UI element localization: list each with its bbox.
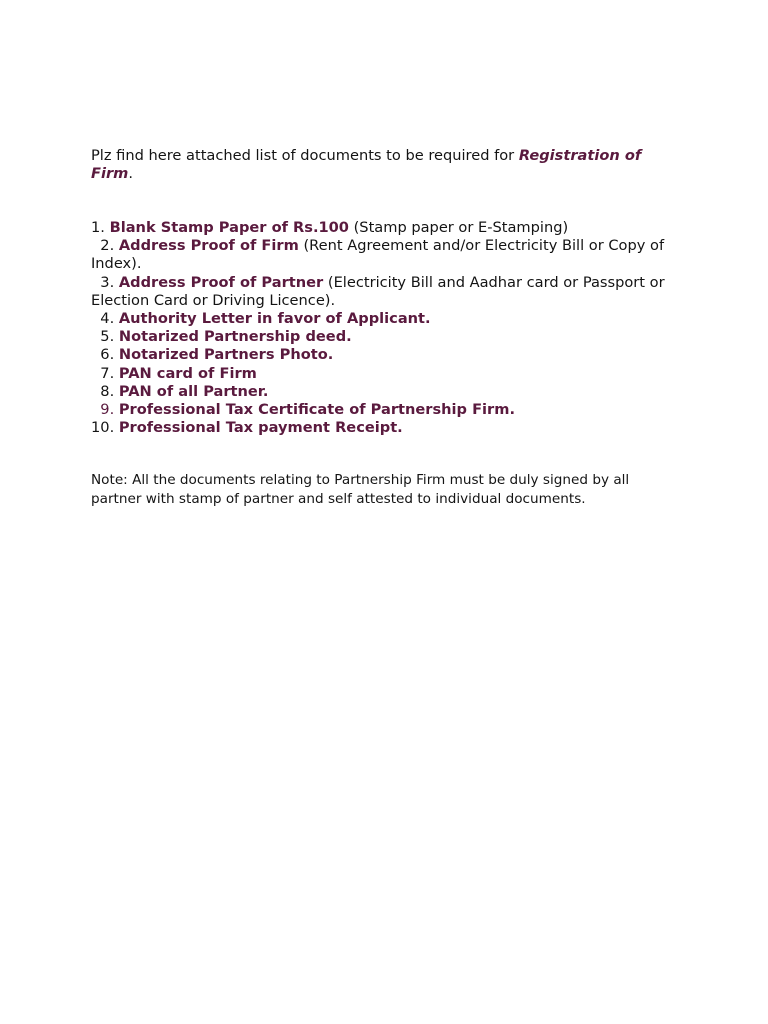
intro-text: Plz find here attached list of documents to be required for bbox=[91, 147, 519, 164]
item-detail: (Stamp paper or E-Stamping) bbox=[348, 219, 569, 236]
list-item bbox=[91, 328, 681, 346]
documents-list bbox=[91, 219, 681, 437]
item-title: Notarized Partnership deed. bbox=[118, 328, 352, 346]
item-number: 8. bbox=[100, 382, 115, 400]
item-title: Notarized Partners Photo. bbox=[118, 346, 334, 364]
item-number: 5. bbox=[100, 328, 115, 346]
list-item bbox=[91, 219, 681, 237]
item-number: 4. bbox=[100, 310, 115, 328]
intro-paragraph bbox=[91, 147, 681, 183]
item-number: 6. bbox=[100, 346, 115, 364]
item-number: 10. bbox=[91, 419, 115, 437]
list-item bbox=[91, 274, 681, 310]
item-number: 2. bbox=[100, 237, 115, 255]
item-number: 9. bbox=[100, 401, 115, 419]
intro-emphasis: Registration of Firm bbox=[91, 147, 642, 182]
note-paragraph: Note: All the documents relating to Partnership Firm must be duly signed by all partner with stamp of partner and self attested to individual documents. bbox=[91, 472, 630, 507]
item-number: 7. bbox=[100, 364, 115, 382]
item-title: Professional Tax Certificate of Partnership Firm. bbox=[118, 401, 516, 419]
item-title: PAN card of Firm bbox=[118, 364, 257, 382]
list-item bbox=[91, 346, 681, 364]
item-title: Address Proof of Partner bbox=[118, 273, 324, 291]
intro-end: . bbox=[128, 165, 134, 182]
list-item bbox=[91, 310, 681, 328]
list-item bbox=[91, 419, 681, 437]
item-title: Professional Tax payment Receipt. bbox=[118, 419, 403, 437]
item-number: 1. bbox=[91, 219, 105, 236]
item-number: 3. bbox=[100, 273, 115, 291]
item-title: Address Proof of Firm bbox=[118, 237, 299, 255]
list-item bbox=[91, 401, 681, 419]
list-item bbox=[91, 383, 681, 401]
list-item bbox=[91, 365, 681, 383]
item-detail: (Electricity Bill and Aadhar card or Passport or Election Card or Driving Licence). bbox=[91, 273, 665, 309]
document-body bbox=[91, 147, 681, 522]
item-detail: (Rent Agreement and/or Electricity Bill or Copy of Index). bbox=[91, 237, 665, 273]
item-title: PAN of all Partner. bbox=[118, 382, 269, 400]
list-item bbox=[91, 237, 681, 273]
item-title: Blank Stamp Paper of Rs.100 bbox=[109, 219, 349, 236]
item-title: Authority Letter in favor of Applicant. bbox=[118, 310, 431, 328]
